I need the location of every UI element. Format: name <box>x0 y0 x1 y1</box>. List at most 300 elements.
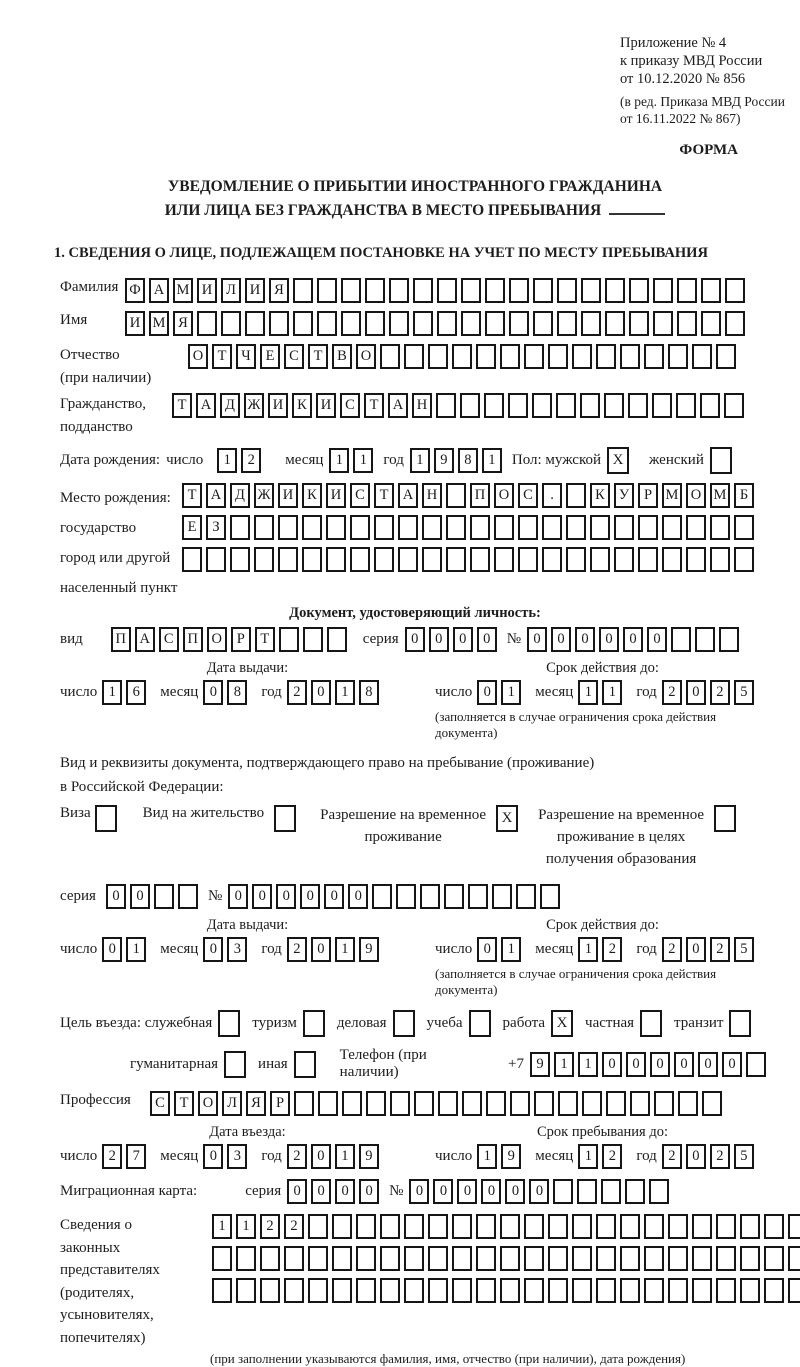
char-cell[interactable] <box>452 344 472 369</box>
char-cell[interactable] <box>509 278 529 303</box>
char-cell[interactable] <box>206 547 226 572</box>
char-cell[interactable] <box>230 547 250 572</box>
char-cell[interactable]: 1 <box>602 680 622 705</box>
char-cell[interactable] <box>269 311 289 336</box>
char-cell[interactable] <box>644 344 664 369</box>
char-cell[interactable] <box>540 884 560 909</box>
char-cell[interactable]: 5 <box>734 937 754 962</box>
char-cell[interactable]: 0 <box>647 627 667 652</box>
char-cell[interactable]: 1 <box>335 1144 355 1169</box>
char-cell[interactable] <box>404 1278 424 1303</box>
char-cell[interactable] <box>710 547 730 572</box>
char-cell[interactable] <box>404 1214 424 1239</box>
char-cell[interactable]: 0 <box>311 1179 331 1204</box>
char-cell[interactable] <box>178 884 198 909</box>
char-cell[interactable]: Т <box>212 344 232 369</box>
char-cell[interactable] <box>734 547 754 572</box>
char-cell[interactable]: 0 <box>324 884 344 909</box>
char-cell[interactable] <box>212 1246 232 1271</box>
char-cell[interactable]: 1 <box>102 680 122 705</box>
char-cell[interactable]: 2 <box>241 448 261 473</box>
char-cell[interactable] <box>524 1278 544 1303</box>
char-cell[interactable]: И <box>326 483 346 508</box>
char-cell[interactable] <box>452 1278 472 1303</box>
char-cell[interactable]: 8 <box>359 680 379 705</box>
char-cell[interactable] <box>404 1246 424 1271</box>
char-cell[interactable]: И <box>125 311 145 336</box>
char-cell[interactable] <box>604 393 624 418</box>
char-cell[interactable]: 1 <box>353 448 373 473</box>
char-cell[interactable]: Р <box>270 1091 290 1116</box>
char-cell[interactable] <box>308 1214 328 1239</box>
char-cell[interactable] <box>284 1278 304 1303</box>
char-cell[interactable] <box>308 1278 328 1303</box>
char-cell[interactable]: Н <box>422 483 442 508</box>
char-cell[interactable] <box>486 1091 506 1116</box>
visa-checkbox[interactable] <box>95 805 117 832</box>
char-cell[interactable] <box>356 1246 376 1271</box>
char-cell[interactable]: 8 <box>458 448 478 473</box>
char-cell[interactable] <box>446 515 466 540</box>
char-cell[interactable] <box>653 311 673 336</box>
char-cell[interactable]: 1 <box>126 937 146 962</box>
char-cell[interactable]: 1 <box>554 1052 574 1077</box>
char-cell[interactable] <box>630 1091 650 1116</box>
char-cell[interactable] <box>484 393 504 418</box>
char-cell[interactable] <box>318 1091 338 1116</box>
char-cell[interactable] <box>461 311 481 336</box>
char-cell[interactable] <box>414 1091 434 1116</box>
char-cell[interactable]: Н <box>412 393 432 418</box>
char-cell[interactable]: П <box>470 483 490 508</box>
char-cell[interactable]: 1 <box>501 680 521 705</box>
char-cell[interactable] <box>734 515 754 540</box>
char-cell[interactable] <box>485 278 505 303</box>
char-cell[interactable] <box>342 1091 362 1116</box>
char-cell[interactable]: 2 <box>102 1144 122 1169</box>
char-cell[interactable] <box>581 278 601 303</box>
char-cell[interactable]: О <box>188 344 208 369</box>
char-cell[interactable] <box>476 1246 496 1271</box>
char-cell[interactable] <box>380 1246 400 1271</box>
char-cell[interactable] <box>332 1246 352 1271</box>
char-cell[interactable]: М <box>662 483 682 508</box>
char-cell[interactable] <box>492 884 512 909</box>
char-cell[interactable]: Т <box>182 483 202 508</box>
char-cell[interactable]: З <box>206 515 226 540</box>
char-cell[interactable] <box>341 311 361 336</box>
char-cell[interactable] <box>476 344 496 369</box>
char-cell[interactable] <box>404 344 424 369</box>
char-cell[interactable]: В <box>332 344 352 369</box>
char-cell[interactable]: 1 <box>482 448 502 473</box>
char-cell[interactable]: 0 <box>674 1052 694 1077</box>
char-cell[interactable] <box>154 884 174 909</box>
char-cell[interactable]: 1 <box>578 937 598 962</box>
char-cell[interactable]: Ж <box>254 483 274 508</box>
char-cell[interactable] <box>389 278 409 303</box>
char-cell[interactable]: 0 <box>348 884 368 909</box>
char-cell[interactable]: А <box>388 393 408 418</box>
char-cell[interactable] <box>668 1214 688 1239</box>
char-cell[interactable]: 3 <box>227 1144 247 1169</box>
char-cell[interactable] <box>428 1214 448 1239</box>
char-cell[interactable]: М <box>710 483 730 508</box>
char-cell[interactable]: К <box>292 393 312 418</box>
char-cell[interactable] <box>254 515 274 540</box>
char-cell[interactable]: 0 <box>686 1144 706 1169</box>
char-cell[interactable] <box>557 311 577 336</box>
char-cell[interactable]: 0 <box>477 937 497 962</box>
char-cell[interactable]: М <box>149 311 169 336</box>
char-cell[interactable] <box>236 1278 256 1303</box>
char-cell[interactable]: 0 <box>429 627 449 652</box>
char-cell[interactable]: 1 <box>236 1214 256 1239</box>
char-cell[interactable]: С <box>150 1091 170 1116</box>
char-cell[interactable]: 2 <box>287 680 307 705</box>
char-cell[interactable]: 0 <box>311 680 331 705</box>
char-cell[interactable]: 0 <box>599 627 619 652</box>
char-cell[interactable]: П <box>111 627 131 652</box>
char-cell[interactable] <box>293 278 313 303</box>
char-cell[interactable]: 0 <box>698 1052 718 1077</box>
char-cell[interactable] <box>652 393 672 418</box>
char-cell[interactable]: 0 <box>686 937 706 962</box>
char-cell[interactable]: О <box>356 344 376 369</box>
char-cell[interactable] <box>620 1278 640 1303</box>
char-cell[interactable]: 2 <box>662 1144 682 1169</box>
char-cell[interactable] <box>476 1278 496 1303</box>
char-cell[interactable]: 0 <box>650 1052 670 1077</box>
char-cell[interactable] <box>620 1246 640 1271</box>
char-cell[interactable] <box>509 311 529 336</box>
char-cell[interactable] <box>327 627 347 652</box>
char-cell[interactable]: 0 <box>106 884 126 909</box>
char-cell[interactable]: 3 <box>227 937 247 962</box>
char-cell[interactable] <box>654 1091 674 1116</box>
char-cell[interactable] <box>649 1179 669 1204</box>
char-cell[interactable] <box>294 1091 314 1116</box>
char-cell[interactable]: Д <box>220 393 240 418</box>
char-cell[interactable] <box>628 393 648 418</box>
char-cell[interactable]: И <box>268 393 288 418</box>
char-cell[interactable] <box>557 278 577 303</box>
char-cell[interactable]: Л <box>222 1091 242 1116</box>
char-cell[interactable] <box>293 311 313 336</box>
char-cell[interactable] <box>764 1246 784 1271</box>
char-cell[interactable] <box>566 547 586 572</box>
char-cell[interactable]: 0 <box>405 627 425 652</box>
char-cell[interactable] <box>548 1214 568 1239</box>
char-cell[interactable] <box>182 547 202 572</box>
char-cell[interactable]: Д <box>230 483 250 508</box>
char-cell[interactable] <box>692 1214 712 1239</box>
char-cell[interactable]: 2 <box>287 1144 307 1169</box>
char-cell[interactable]: 1 <box>578 1052 598 1077</box>
char-cell[interactable]: 5 <box>734 1144 754 1169</box>
char-cell[interactable]: Е <box>260 344 280 369</box>
char-cell[interactable]: 1 <box>410 448 430 473</box>
char-cell[interactable] <box>470 547 490 572</box>
char-cell[interactable] <box>398 547 418 572</box>
char-cell[interactable] <box>638 515 658 540</box>
char-cell[interactable] <box>197 311 217 336</box>
char-cell[interactable] <box>746 1052 766 1077</box>
char-cell[interactable] <box>596 1246 616 1271</box>
char-cell[interactable] <box>302 547 322 572</box>
char-cell[interactable] <box>590 547 610 572</box>
char-cell[interactable]: 0 <box>203 680 223 705</box>
char-cell[interactable] <box>444 884 464 909</box>
char-cell[interactable]: 2 <box>710 1144 730 1169</box>
char-cell[interactable]: С <box>350 483 370 508</box>
char-cell[interactable] <box>788 1278 800 1303</box>
char-cell[interactable]: 0 <box>505 1179 525 1204</box>
char-cell[interactable] <box>366 1091 386 1116</box>
char-cell[interactable] <box>532 393 552 418</box>
char-cell[interactable] <box>700 393 720 418</box>
char-cell[interactable] <box>614 515 634 540</box>
char-cell[interactable] <box>260 1278 280 1303</box>
char-cell[interactable] <box>380 1214 400 1239</box>
char-cell[interactable] <box>518 547 538 572</box>
char-cell[interactable]: 9 <box>434 448 454 473</box>
char-cell[interactable]: 0 <box>481 1179 501 1204</box>
char-cell[interactable] <box>629 311 649 336</box>
char-cell[interactable] <box>548 1278 568 1303</box>
char-cell[interactable]: 0 <box>686 680 706 705</box>
char-cell[interactable]: И <box>278 483 298 508</box>
char-cell[interactable]: 7 <box>126 1144 146 1169</box>
char-cell[interactable]: И <box>197 278 217 303</box>
char-cell[interactable] <box>350 515 370 540</box>
char-cell[interactable] <box>260 1246 280 1271</box>
char-cell[interactable]: 0 <box>311 937 331 962</box>
char-cell[interactable]: Ч <box>236 344 256 369</box>
char-cell[interactable] <box>389 311 409 336</box>
char-cell[interactable] <box>601 1179 621 1204</box>
char-cell[interactable] <box>438 1091 458 1116</box>
char-cell[interactable] <box>580 393 600 418</box>
char-cell[interactable] <box>533 311 553 336</box>
char-cell[interactable]: 1 <box>335 937 355 962</box>
char-cell[interactable] <box>236 1246 256 1271</box>
char-cell[interactable] <box>221 311 241 336</box>
char-cell[interactable] <box>516 884 536 909</box>
char-cell[interactable]: 1 <box>578 1144 598 1169</box>
char-cell[interactable]: А <box>149 278 169 303</box>
char-cell[interactable] <box>695 627 715 652</box>
char-cell[interactable] <box>365 311 385 336</box>
char-cell[interactable] <box>740 1214 760 1239</box>
char-cell[interactable]: М <box>173 278 193 303</box>
temp-residence-checkbox[interactable]: X <box>496 805 518 832</box>
char-cell[interactable]: 0 <box>602 1052 622 1077</box>
char-cell[interactable] <box>644 1214 664 1239</box>
char-cell[interactable] <box>500 1246 520 1271</box>
char-cell[interactable]: А <box>196 393 216 418</box>
char-cell[interactable] <box>278 547 298 572</box>
char-cell[interactable]: И <box>245 278 265 303</box>
char-cell[interactable] <box>428 1246 448 1271</box>
char-cell[interactable]: Я <box>246 1091 266 1116</box>
char-cell[interactable] <box>692 344 712 369</box>
char-cell[interactable] <box>566 483 586 508</box>
char-cell[interactable] <box>596 1278 616 1303</box>
char-cell[interactable]: 2 <box>710 680 730 705</box>
char-cell[interactable] <box>692 1246 712 1271</box>
char-cell[interactable] <box>572 1214 592 1239</box>
char-cell[interactable] <box>724 393 744 418</box>
char-cell[interactable]: 0 <box>527 627 547 652</box>
char-cell[interactable] <box>716 1278 736 1303</box>
char-cell[interactable]: О <box>198 1091 218 1116</box>
char-cell[interactable] <box>413 311 433 336</box>
char-cell[interactable] <box>500 1214 520 1239</box>
char-cell[interactable]: Л <box>221 278 241 303</box>
char-cell[interactable]: 0 <box>287 1179 307 1204</box>
char-cell[interactable] <box>284 1246 304 1271</box>
purpose-business-checkbox[interactable] <box>393 1010 415 1037</box>
char-cell[interactable] <box>572 344 592 369</box>
char-cell[interactable]: 6 <box>126 680 146 705</box>
char-cell[interactable]: 0 <box>276 884 296 909</box>
char-cell[interactable] <box>317 311 337 336</box>
char-cell[interactable]: 0 <box>722 1052 742 1077</box>
char-cell[interactable] <box>692 1278 712 1303</box>
char-cell[interactable]: 0 <box>626 1052 646 1077</box>
char-cell[interactable] <box>332 1214 352 1239</box>
char-cell[interactable]: 0 <box>453 627 473 652</box>
char-cell[interactable]: 2 <box>284 1214 304 1239</box>
char-cell[interactable] <box>668 1278 688 1303</box>
char-cell[interactable] <box>686 547 706 572</box>
char-cell[interactable] <box>308 1246 328 1271</box>
purpose-study-checkbox[interactable] <box>469 1010 491 1037</box>
char-cell[interactable] <box>374 547 394 572</box>
char-cell[interactable] <box>556 393 576 418</box>
char-cell[interactable] <box>476 1214 496 1239</box>
char-cell[interactable] <box>380 1278 400 1303</box>
char-cell[interactable]: Я <box>269 278 289 303</box>
char-cell[interactable] <box>740 1278 760 1303</box>
char-cell[interactable] <box>437 278 457 303</box>
char-cell[interactable] <box>303 627 323 652</box>
char-cell[interactable] <box>278 515 298 540</box>
char-cell[interactable]: 9 <box>530 1052 550 1077</box>
char-cell[interactable]: Р <box>231 627 251 652</box>
char-cell[interactable]: Е <box>182 515 202 540</box>
char-cell[interactable] <box>788 1246 800 1271</box>
char-cell[interactable] <box>494 547 514 572</box>
char-cell[interactable] <box>524 1246 544 1271</box>
char-cell[interactable]: 2 <box>710 937 730 962</box>
char-cell[interactable]: И <box>316 393 336 418</box>
char-cell[interactable]: О <box>686 483 706 508</box>
char-cell[interactable] <box>542 547 562 572</box>
purpose-official-checkbox[interactable] <box>218 1010 240 1037</box>
char-cell[interactable] <box>676 393 696 418</box>
char-cell[interactable] <box>374 515 394 540</box>
char-cell[interactable] <box>436 393 456 418</box>
char-cell[interactable]: 1 <box>329 448 349 473</box>
char-cell[interactable] <box>558 1091 578 1116</box>
residence-permit-checkbox[interactable] <box>274 805 296 832</box>
char-cell[interactable] <box>764 1214 784 1239</box>
char-cell[interactable] <box>644 1246 664 1271</box>
char-cell[interactable] <box>686 515 706 540</box>
char-cell[interactable]: К <box>302 483 322 508</box>
purpose-transit-checkbox[interactable] <box>729 1010 751 1037</box>
char-cell[interactable]: С <box>340 393 360 418</box>
char-cell[interactable] <box>710 515 730 540</box>
purpose-private-checkbox[interactable] <box>640 1010 662 1037</box>
char-cell[interactable] <box>380 344 400 369</box>
char-cell[interactable] <box>422 547 442 572</box>
char-cell[interactable]: 0 <box>477 627 497 652</box>
char-cell[interactable] <box>764 1278 784 1303</box>
char-cell[interactable] <box>461 278 481 303</box>
char-cell[interactable] <box>542 515 562 540</box>
char-cell[interactable]: С <box>284 344 304 369</box>
char-cell[interactable]: П <box>183 627 203 652</box>
char-cell[interactable] <box>653 278 673 303</box>
char-cell[interactable]: 9 <box>359 1144 379 1169</box>
char-cell[interactable] <box>596 1214 616 1239</box>
char-cell[interactable]: С <box>159 627 179 652</box>
char-cell[interactable] <box>317 278 337 303</box>
char-cell[interactable]: 1 <box>501 937 521 962</box>
char-cell[interactable]: 0 <box>203 1144 223 1169</box>
purpose-work-checkbox[interactable]: X <box>551 1010 573 1037</box>
char-cell[interactable] <box>446 547 466 572</box>
char-cell[interactable]: Ж <box>244 393 264 418</box>
sex-female-checkbox[interactable] <box>710 447 732 474</box>
char-cell[interactable]: Т <box>255 627 275 652</box>
char-cell[interactable] <box>788 1214 800 1239</box>
char-cell[interactable]: 0 <box>335 1179 355 1204</box>
char-cell[interactable]: 0 <box>130 884 150 909</box>
char-cell[interactable] <box>494 515 514 540</box>
char-cell[interactable] <box>677 278 697 303</box>
char-cell[interactable] <box>446 483 466 508</box>
char-cell[interactable] <box>534 1091 554 1116</box>
char-cell[interactable] <box>398 515 418 540</box>
purpose-tourism-checkbox[interactable] <box>303 1010 325 1037</box>
char-cell[interactable]: 0 <box>529 1179 549 1204</box>
char-cell[interactable] <box>510 1091 530 1116</box>
char-cell[interactable]: 1 <box>212 1214 232 1239</box>
char-cell[interactable] <box>716 1246 736 1271</box>
char-cell[interactable]: 0 <box>252 884 272 909</box>
char-cell[interactable] <box>553 1179 573 1204</box>
char-cell[interactable] <box>245 311 265 336</box>
char-cell[interactable]: Я <box>173 311 193 336</box>
char-cell[interactable]: 0 <box>300 884 320 909</box>
char-cell[interactable] <box>533 278 553 303</box>
char-cell[interactable] <box>614 547 634 572</box>
char-cell[interactable]: 1 <box>217 448 237 473</box>
char-cell[interactable] <box>212 1278 232 1303</box>
char-cell[interactable]: 9 <box>359 937 379 962</box>
char-cell[interactable] <box>468 884 488 909</box>
char-cell[interactable]: 0 <box>477 680 497 705</box>
char-cell[interactable] <box>332 1278 352 1303</box>
char-cell[interactable] <box>254 547 274 572</box>
char-cell[interactable] <box>577 1179 597 1204</box>
char-cell[interactable]: Ф <box>125 278 145 303</box>
char-cell[interactable] <box>548 1246 568 1271</box>
